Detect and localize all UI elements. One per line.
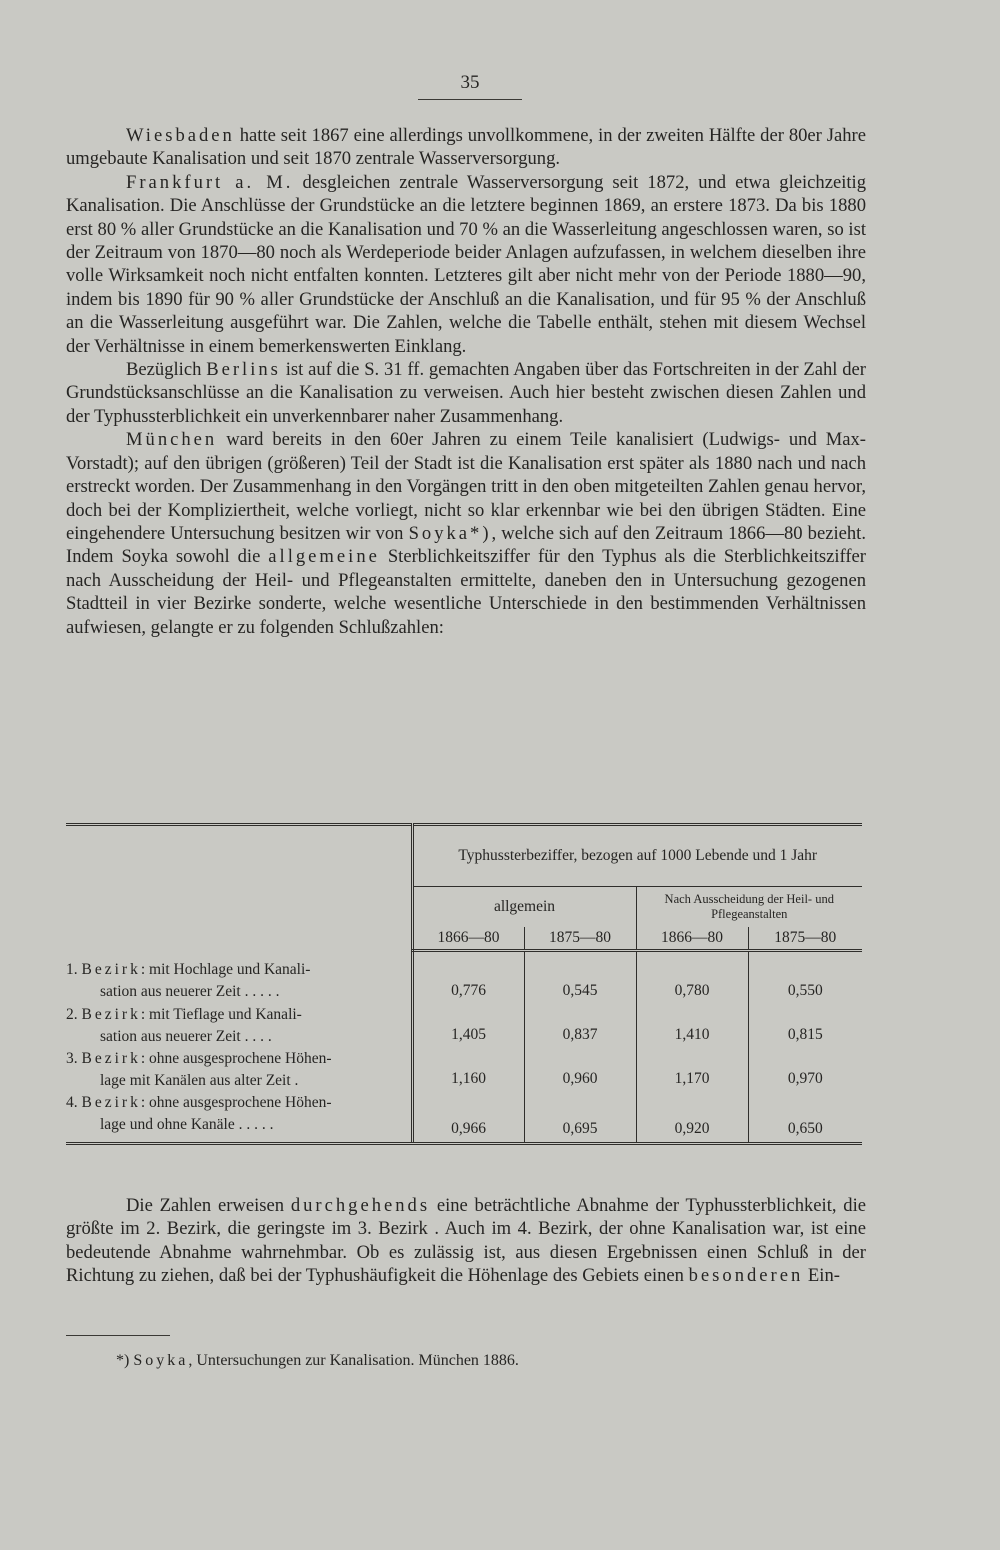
paragraph-text: Bezüglich	[126, 359, 207, 381]
paragraph-text: Die Zahlen erweisen	[126, 1195, 291, 1216]
table-cell: 1,410	[636, 1004, 748, 1048]
table-cell: 1,405	[412, 1004, 524, 1048]
city-name: Frankfurt a. M.	[126, 171, 294, 193]
table-row	[66, 1092, 862, 1144]
table-cell: 0,966	[412, 1092, 524, 1144]
paragraph-wiesbaden	[66, 124, 866, 171]
page-number: 35	[460, 72, 480, 93]
table-header-ausscheidung: Nach Ausscheidung der Heil- und Pflegeanstalten	[636, 887, 862, 927]
row-label: 2. Bezirk: mit Tieflage und Kanali- sation aus neuerer Zeit . . . .	[66, 1006, 302, 1045]
table-cell: 0,545	[524, 950, 636, 1004]
row-label: 1. Bezirk: mit Hochlage und Kanali- sation aus neuerer Zeit . . . . .	[66, 961, 311, 1000]
footnote	[116, 1352, 519, 1370]
table-cell: 1,170	[636, 1048, 748, 1092]
paragraph-text: Sterblichkeitsziffer für den Typhus als die Sterblichkeitsziffer nach Ausscheidung der Heil- und Pflegeanstalten ermittelte, daneben den in Untersuchung gezogenen Stadtteil in vier Bezirke sonderte, welche wesentliche Unterschiede in den bestimmenden Verhältnissen aufwiesen, gelangte er zu folgenden Schlußzahlen:	[66, 546, 867, 638]
emphasis-besonderen: besonderen	[688, 1265, 804, 1287]
paragraph-text: ward bereits in den 60er Jahren zu einem Teile kanalisiert (Ludwigs- und Max-Vorstadt); auf den übrigen (größeren) Teil der Stadt ist die Kanalisation erst später als 1880 nach und nach erstreckt worden. Der Zusammenhang in den Vorgängen tritt in den oben mitgeteilten Zahlen genau hervor, doch bei der Kompliziertheit, welche vorliegt, nicht so klar erkennbar wie bei den übrigen Städten. Eine eingehendere Untersuchung besitzen wir von	[66, 429, 866, 544]
author-name: Soyka*)	[408, 522, 492, 544]
emphasis-allgemeine: allgemeine	[268, 546, 380, 568]
table-header-year: 1875—80	[524, 927, 636, 951]
paragraph-text: desgleichen zentrale Wasserversorgung seit 1872, und etwa gleichzeitig Kanalisation. Die Anschlüsse der Grundstücke an die letztere beginnen 1869, an erstere 1873. Da bis 1880 erst 80 % aller Grundstücke an die Kanalisation und 70 % an die Wasserleitung angeschlossen waren, so ist der Zeitraum von 1870—80 noch als Werdeperiode beider Anlagen aufzufassen, in welchem dieselben ihre volle Wirksamkeit noch nicht entfalten konnten. Letzteres gilt aber nicht mehr von der Periode 1880—90, indem bis 1890 für 90 % aller Grundstücke der Anschluß an die Kanalisation, und für 95 % der Anschluß an die Wasserleitung ausgeführt war. Die Zahlen, welche die Tabelle enthält, stehen mit diesem Wechsel der Verhältnisse in einem bemerkenswerten Einklang.	[66, 171, 867, 357]
text-block-lower	[66, 1194, 866, 1288]
paragraph-text: eine beträchtliche Abnahme der Typhussterblichkeit, die größte im 2. Bezirk, die geringste im 3. Bezirk . Auch im 4. Bezirk, der ohne Kanalisation war, ist eine bedeutende Abnahme wahrnehmbar. Ob es zulässig ist, aus diesen Ergebnissen einen Schluß in der Richtung zu ziehen, daß bei der Typhushäufigkeit die Höhenlage des Gebiets einen	[66, 1195, 866, 1287]
table-row	[66, 1048, 862, 1092]
city-name: Wiesbaden	[126, 125, 235, 146]
footnote-mark: *)	[116, 1352, 134, 1369]
row-label: 3. Bezirk: ohne ausgesprochene Höhen- lage mit Kanälen aus alter Zeit .	[66, 1050, 332, 1089]
table-row	[66, 1004, 862, 1048]
table-header-year: 1875—80	[748, 927, 862, 951]
table-cell: 0,780	[636, 950, 748, 1004]
table-cell: 0,650	[748, 1092, 862, 1144]
text-block-upper	[66, 124, 866, 639]
table-cell: 0,920	[636, 1092, 748, 1144]
paragraph-text: ist auf die S. 31 ff. gemachten Angaben über das Fortschreiten in der Zahl der Grundstücksanschlüsse an die Kanalisation zu verweisen. Auch hier besteht zwischen diesen Zahlen und der Typhussterblichkeit ein unverkennbarer naher Zusammenhang.	[66, 359, 867, 427]
author-name: Soyka	[133, 1352, 189, 1369]
table-cell: 0,837	[524, 1004, 636, 1048]
paragraph-text: hatte seit 1867 eine allerdings unvollkommene, in der zweiten Hälfte der 80er Jahre umgebaute Kanalisation und seit 1870 zentrale Wasserversorgung.	[66, 125, 866, 170]
paragraph-conclusion	[66, 1194, 866, 1288]
table-header-main: Typhussterbeziffer, bezogen auf 1000 Lebende und 1 Jahr	[412, 825, 862, 887]
table-cell: 0,695	[524, 1092, 636, 1144]
table-cell: 0,970	[748, 1048, 862, 1092]
paragraph-berlin	[66, 358, 866, 428]
table-cell: 0,776	[412, 950, 524, 1004]
table-row	[66, 950, 862, 1004]
footnote-rule	[66, 1335, 170, 1336]
footnote-text: , Untersuchungen zur Kanalisation. München 1886.	[188, 1352, 519, 1369]
paragraph-text: , welche sich auf den Zeitraum 1866—80 bezieht. Indem Soyka sowohl die	[66, 522, 866, 568]
city-name: München	[126, 429, 218, 451]
table-header-allgemein: allgemein	[412, 887, 636, 927]
emphasis-durchgehends: durchgehends	[290, 1195, 431, 1216]
table-header-year: 1866—80	[636, 927, 748, 951]
city-name: Berlins	[206, 359, 281, 381]
table-cell: 0,550	[748, 950, 862, 1004]
paragraph-muenchen	[66, 428, 866, 639]
paragraph-text: Ein-	[803, 1265, 840, 1287]
row-label: 4. Bezirk: ohne ausgesprochene Höhen- lage und ohne Kanäle . . . . .	[66, 1092, 412, 1144]
table-cell: 1,160	[412, 1048, 524, 1092]
table-corner-cell	[66, 825, 412, 951]
table-cell: 0,815	[748, 1004, 862, 1048]
typhus-mortality-table	[66, 823, 862, 1145]
table-header-year: 1866—80	[412, 927, 524, 951]
page-number-rule	[418, 99, 522, 100]
table-cell: 0,960	[524, 1048, 636, 1092]
paragraph-frankfurt	[66, 171, 866, 358]
